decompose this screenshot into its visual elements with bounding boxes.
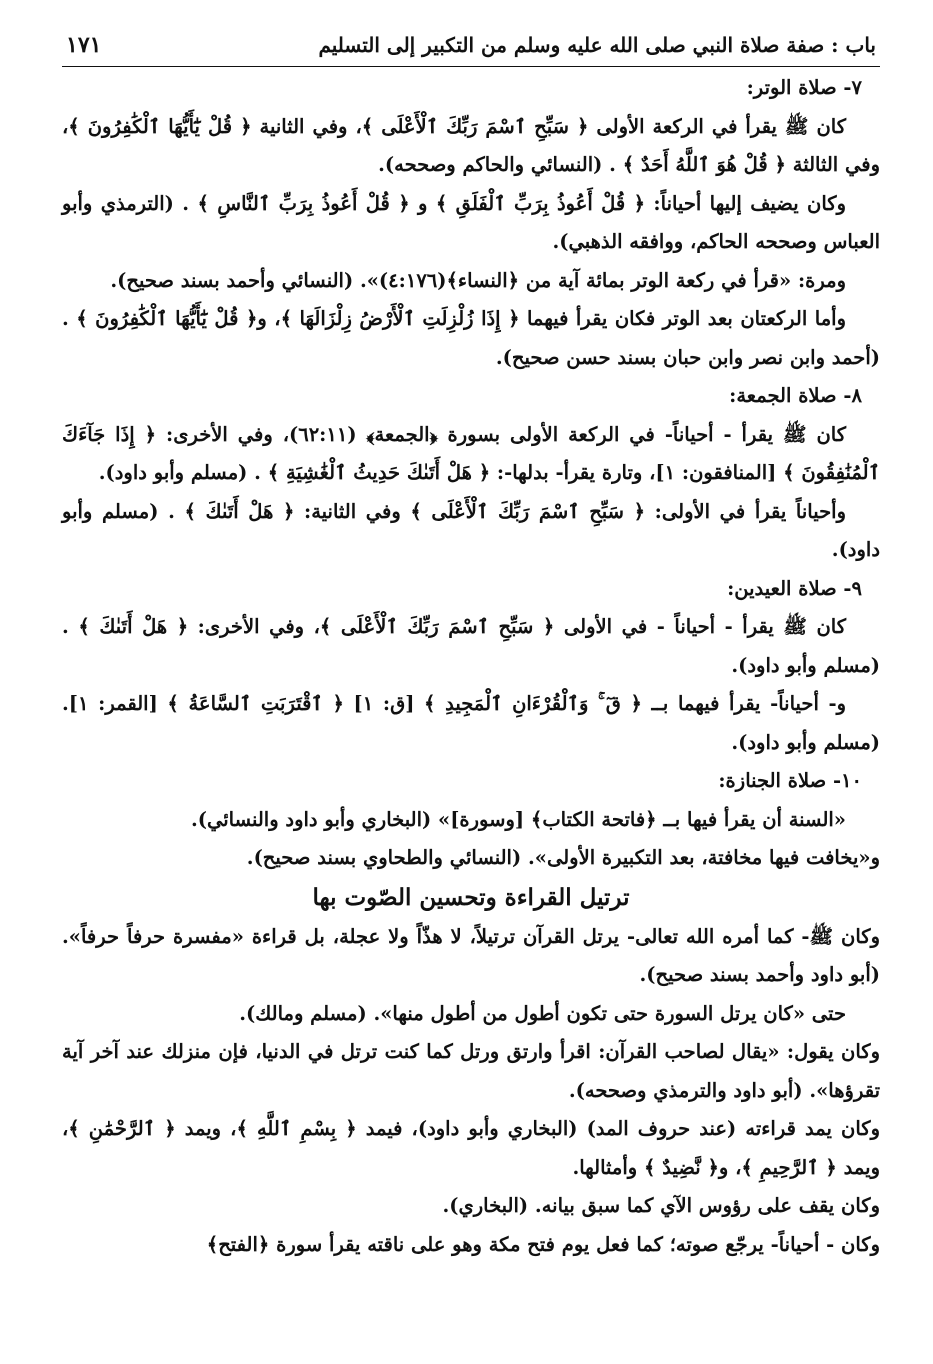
paragraph: وكان يقف على رؤوس الآي كما سبق بيانه. (البخاري). [442,1194,880,1217]
section-heading-eid: ٩- صلاة العيدين: [727,576,862,600]
page-header [62,30,880,67]
paragraph: كان ﷺ يقرأ في الركعة الأولى ﴿ سَبِّحِ ٱسْمَ رَبِّكَ ٱلْأَعْلَى ﴾، وفي الثانية ﴿ قُلْ يَٰٓأَيُّهَا ٱلْكَٰفِرُونَ ﴾، وفي الثالثة ﴿ قُلْ هُوَ ٱللَّهُ أَحَدٌ ﴾ . (النسائي والحاكم وصححه). [62,114,880,176]
paragraph: وكان ﷺ- كما أمره الله تعالى- يرتل القرآن ترتيلاً، لا هذّاً ولا عجلة، بل قراءة «مفسرة حرفاً حرفاً». (أبو داود وأحمد بسند صحيح). [62,924,880,986]
section-title-tarteel: ترتيل القراءة وتحسين الصّوت بها [312,883,630,911]
paragraph: «السنة أن يقرأ فيها بــ ﴿فاتحة الكتاب﴾ [وسورة]» (البخاري وأبو داود والنسائي). [190,807,846,831]
paragraph: حتى «كان يرتل السورة حتى تكون أطول من أطول منها». (مسلم ومالك). [239,1001,846,1025]
section-heading-witr: ٧- صلاة الوتر: [746,76,862,99]
chapter-title: باب : صفة صلاة النبي صلى الله عليه وسلم من التكبير إلى التسليم [318,33,876,57]
paragraph: وكان يقول: «يقال لصاحب القرآن: اقرأ وارتق ورتل كما كنت ترتل في الدنيا، فإن منزلك عند آخر آية تقرؤها». (أبو داود والترمذي وصححه). [62,1040,880,1102]
paragraph: كان ﷺ يقرأ - أحياناً - في الأولى ﴿ سَبِّحِ ٱسْمَ رَبِّكَ ٱلْأَعْلَى ﴾، وفي الأخرى: ﴿ هَلْ أَتَىٰكَ ﴾ . (مسلم وأبو داود). [62,615,880,677]
section-heading-jumuah: ٨- صلاة الجمعة: [729,384,862,407]
page-number: ١٧١ [66,32,102,58]
paragraph: ومرة: «قرأ في ركعة الوتر بمائة آية من ﴿النساء﴾(٤:١٧٦)». (النسائي وأحمد بسند صحيح). [110,268,846,292]
paragraph: وأحياناً يقرأ في الأولى: ﴿ سَبِّحِ ٱسْمَ رَبِّكَ ٱلْأَعْلَى ﴾ وفي الثانية: ﴿ هَلْ أَتَىٰكَ ﴾ . (مسلم وأبو داود). [62,499,880,561]
paragraph: وكان يمد قراءته (عند حروف المد) (البخاري وأبو داود)، فيمد ﴿ بِسْمِ ٱللَّهِ ﴾، ويمد ﴿ ٱلرَّحْمَٰنِ ﴾، ويمد ﴿ ٱلرَّحِيمِ ﴾، و﴿ نَّضِيدٌ ﴾ وأمثالها. [62,1117,880,1179]
paragraph: و«يخافت فيها مخافتة، بعد التكبيرة الأولى». (النسائي والطحاوي بسند صحيح). [246,846,880,869]
paragraph: وكان - أحياناً- يرجّع صوته؛ كما فعل يوم فتح مكة وهو على ناقته يقرأ سورة ﴿الفتح﴾ [206,1232,880,1256]
page-body [62,69,880,1264]
book-page [62,30,880,1264]
section-heading-janazah: ١٠- صلاة الجنازة: [718,769,862,792]
paragraph: وكان يضيف إليها أحياناً: ﴿ قُلْ أَعُوذُ بِرَبِّ ٱلْفَلَقِ ﴾ و ﴿ قُلْ أَعُوذُ بِرَبِّ ٱلنَّاسِ ﴾ . (الترمذي وأبو العباس وصححه الحاكم، ووافقه الذهبي). [62,191,880,253]
paragraph: و- أحياناً- يقرأ فيهما بــ ﴿ قٓ ۚ وَٱلْقُرْءَانِ ٱلْمَجِيدِ ﴾ [ق: ١] ﴿ ٱقْتَرَبَتِ ٱلسَّاعَةُ ﴾ [القمر: ١]. (مسلم وأبو داود). [62,692,880,754]
paragraph: كان ﷺ يقرأ - أحياناً- في الركعة الأولى بسورة ﴿الجمعة﴾ (٦٢:١١)، وفي الأخرى: ﴿ إِذَا جَآءَكَ ٱلْمُنَٰفِقُونَ ﴾ [المنافقون: ١]، وتارة يقرأ- بدلها-: ﴿ هَلْ أَتَىٰكَ حَدِيثُ ٱلْغَٰشِيَةِ ﴾ . (مسلم وأبو داود). [62,422,880,484]
paragraph: وأما الركعتان بعد الوتر فكان يقرأ فيهما ﴿ إِذَا زُلْزِلَتِ ٱلْأَرْضُ زِلْزَالَهَا ﴾، و﴿ قُلْ يَٰٓأَيُّهَا ٱلْكَٰفِرُونَ ﴾ . (أحمد وابن نصر وابن حبان بسند حسن صحيح). [62,307,880,369]
